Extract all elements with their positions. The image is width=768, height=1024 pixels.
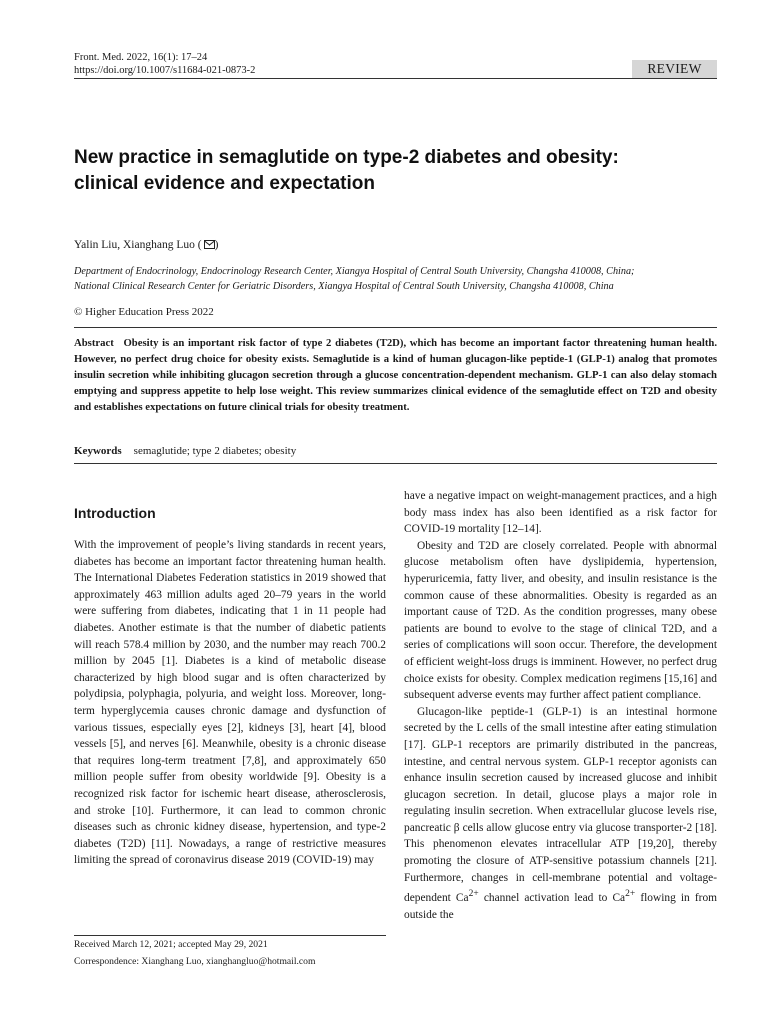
author-list xyxy=(74,238,218,253)
title-line-2: clinical evidence and expectation xyxy=(74,173,375,194)
paragraph-text: flowing in from outside the xyxy=(404,892,718,921)
abstract-bottom-divider xyxy=(74,463,717,464)
footnote-divider xyxy=(74,935,386,936)
journal-citation: Front. Med. 2022, 16(1): 17–24 xyxy=(74,52,208,63)
envelope-icon[interactable] xyxy=(204,240,215,249)
keywords-text: semaglutide; type 2 diabetes; obesity xyxy=(133,445,297,457)
affiliation-1: Department of Endocrinology, Endocrinology Research Center, Xiangya Hospital of Central South University, Changsha 410008, China; xyxy=(74,266,635,277)
author-names-close: ) xyxy=(214,239,219,251)
article-type-badge: REVIEW xyxy=(632,60,717,78)
header-divider xyxy=(74,78,717,79)
abstract-text: Obesity is an important risk factor of type 2 diabetes (T2D), which has become an important factor threatening human health. However, no perfect drug choice for obesity exists. Semaglutide is a kind of human glucagon-like peptide-1 (GLP-1) analog that promotes insulin secretion while inhibiting glucagon secretion through a glucose concentration-dependent mechanism. GLP-1 can also delay stomach emptying and suppress appetite to help lose weight. This review summarizes clinical evidence of the semaglutide effect on T2D and obesity and establishes expectations on future clinical trials for obesity treatment. xyxy=(74,337,717,413)
left-column xyxy=(74,537,386,869)
superscript: 2+ xyxy=(468,889,479,900)
paragraph-text: channel activation lead to Ca xyxy=(478,892,626,905)
doi-link[interactable]: https://doi.org/10.1007/s11684-021-0873-2 xyxy=(74,65,256,76)
correspondence: Correspondence: Xianghang Luo, xianghangluo@hotmail.com xyxy=(74,956,316,967)
affiliation-2: National Clinical Research Center for Geriatric Disorders, Xiangya Hospital of Central South University, Changsha 410008, China xyxy=(74,280,614,292)
paragraph xyxy=(404,704,717,924)
section-heading-introduction: Introduction xyxy=(74,505,156,521)
superscript: 2+ xyxy=(625,889,636,900)
copyright-notice: © Higher Education Press 2022 xyxy=(74,306,214,318)
article-title xyxy=(74,145,724,197)
paragraph-text: Glucagon-like peptide-1 (GLP-1) is an intestinal hormone secreted by the L cells of the small intestine after eating stimulation [17]. GLP-1 receptors are primarily distributed in the pancreas, intestine, and central nervous system. GLP-1 receptor agonists can enhance insulin secretion caused by increased glucose and inhibit glucagon secretion. In detail, glucose plays a major role in regulating insulin secretion. When extracellular glucose levels rise, pancreatic β cells allow glucose entry via glucose transporter-2 [18]. This phenomenon elevates intracellular ATP [19,20], thereby promoting the closure of ATP-sensitive potassium channels [21]. Furthermore, changes in cell-membrane potential and voltage-dependent Ca xyxy=(404,705,717,905)
author-names: Yalin Liu, Xianghang Luo ( xyxy=(74,239,202,251)
journal-header xyxy=(74,51,255,77)
abstract xyxy=(74,335,717,415)
received-date: Received March 12, 2021; accepted May 29, 2021 xyxy=(74,939,268,950)
abstract-top-divider xyxy=(74,327,717,328)
paragraph: With the improvement of people’s living standards in recent years, diabetes has become an important factor threatening human health. The International Diabetes Federation statistics in 2019 showed that approximately 463 million adults aged 20–79 years in the world were suffering from diabetes, indicating that 1 in 11 people had diabetes. Another estimate is that the number of diabetic patients will reach 578.4 million by 2030, and the number may reach 700.2 million by 2045 [1]. Diabetes is a kind of metabolic disease characterized by high blood sugar and is often characterized by polydipsia, polyphagia, polyuria, and weight loss. Moreover, long-term hyperglycemia causes chronic damage and dysfunction of various tissues, especially eyes [2], kidneys [3], heart [4], blood vessels [5], and nerves [6]. Meanwhile, obesity is a chronic disease that requires long-term treatment [7,8], and approximately 650 million people suffer from obesity worldwide [9]. Obesity is a recognized risk factor for ischemic heart disease, atherosclerosis, and stroke [10]. Furthermore, it can lead to common chronic diseases such as chronic kidney disease, hypertension, and type-2 diabetes (T2D) [11]. Nowadays, a range of restrictive measures limiting the spread of coronavirus disease 2019 (COVID-19) may xyxy=(74,539,386,867)
keywords-label: Keywords xyxy=(74,445,122,457)
affiliations xyxy=(74,265,724,294)
paragraph: Obesity and T2D are closely correlated. People with abnormal glucose metabolism often have dyslipidemia, hypertension, hyperuricemia, fatty liver, and obesity, and insulin resistance is the common cause of these abnormalities. Obesity is regarded as an important cause of T2D. As the condition progresses, many obese patients are bound to evolve to the stage of clinical T2D, and a series of complications will soon occur. Therefore, the development of efficient weight-loss drugs is imminent. However, no perfect drug choice exists for obesity. Complex medication regimens [15,16] and subsequent adverse events may further affect patient compliance. xyxy=(404,539,717,702)
right-column xyxy=(404,488,717,923)
paragraph: have a negative impact on weight-management practices, and a high body mass index has also been identified as a risk factor for COVID-19 mortality [12–14]. xyxy=(404,490,717,536)
abstract-label: Abstract xyxy=(74,337,114,349)
title-line-1: New practice in semaglutide on type-2 diabetes and obesity: xyxy=(74,147,619,168)
keywords xyxy=(74,444,296,458)
